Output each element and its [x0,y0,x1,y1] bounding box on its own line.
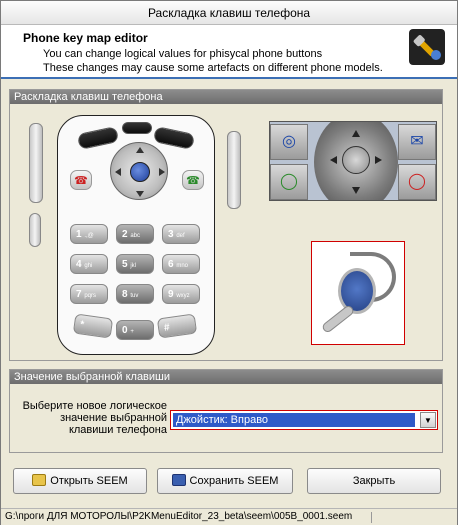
new-value-label-line3: клавиши телефона [68,424,167,436]
wrench-tool-icon [409,29,445,65]
menu-key[interactable] [122,122,152,134]
title-bar [1,1,457,25]
left-side-volume-button[interactable] [29,123,43,203]
key-hash[interactable]: # [157,313,197,338]
phone-diagram [21,109,441,363]
phone-layout-group-title: Раскладка клавиш телефона [10,90,442,104]
navigation-joystick[interactable] [110,142,168,200]
key-star[interactable]: * [73,313,113,338]
status-bar [1,508,457,525]
key-8[interactable]: 8 tuv [116,284,154,304]
zoom-joystick[interactable] [314,121,398,201]
new-value-label-line2: значение выбранной [60,412,167,424]
headset-selector[interactable] [311,241,405,345]
header-description-line1: You can change logical values for phisycal phone buttons [43,48,323,60]
left-side-small-button[interactable] [29,213,41,247]
open-seem-label: Открыть SEEM [50,475,128,487]
browser-key-icon[interactable]: ◎ [270,124,308,160]
send-call-key[interactable]: ☎ [182,170,204,190]
key-9[interactable]: 9 wxyz [162,284,200,304]
open-seem-button[interactable] [13,468,147,494]
message-key-icon[interactable]: ✉ [398,124,436,160]
header-banner [1,25,457,79]
key-value-group-title: Значение выбранной клавиши [10,370,442,384]
joystick-zoom-view [269,121,437,201]
key-3[interactable]: 3 def [162,224,200,244]
key-6[interactable]: 6 mno [162,254,200,274]
key-value-selected[interactable]: Джойстик: Вправо [173,413,415,427]
key-1[interactable]: 1 .,@ [70,224,108,244]
key-2[interactable]: 2 abc [116,224,154,244]
new-value-label [1,400,167,436]
joystick-center-button[interactable] [130,162,150,182]
status-separator [371,512,372,523]
close-button[interactable] [307,468,441,494]
close-label: Закрыть [352,475,396,487]
save-disk-icon [172,474,186,486]
chevron-down-icon[interactable]: ▼ [420,412,436,428]
end-call-key[interactable]: ☎ [70,170,92,190]
window-title: Раскладка клавиш телефона [147,6,311,20]
new-value-label-line1: Выберите новое логическое [22,400,167,412]
key-5[interactable]: 5 jkl [116,254,154,274]
right-side-button[interactable] [227,131,241,209]
end-key-icon[interactable]: ◯ [398,164,436,200]
save-seem-button[interactable] [157,468,293,494]
phone-keypad-body [57,115,215,355]
header-description-line2: These changes may cause some artefacts on different phone models. [43,62,383,74]
key-4[interactable]: 4 ghi [70,254,108,274]
key-0[interactable]: 0 + [116,320,154,340]
status-file-path: G:\проги ДЛЯ МОТОРОЛЫ\P2KMenuEditor_23_beta\seem\005B_0001.seem [5,511,353,522]
key-7[interactable]: 7 pqrs [70,284,108,304]
send-key-icon[interactable]: ◯ [270,164,308,200]
save-seem-label: Сохранить SEEM [189,475,279,487]
open-folder-icon [32,474,46,486]
key-value-select[interactable] [170,410,438,430]
header-title: Phone key map editor [23,31,148,45]
headset-boom-icon [321,304,356,334]
